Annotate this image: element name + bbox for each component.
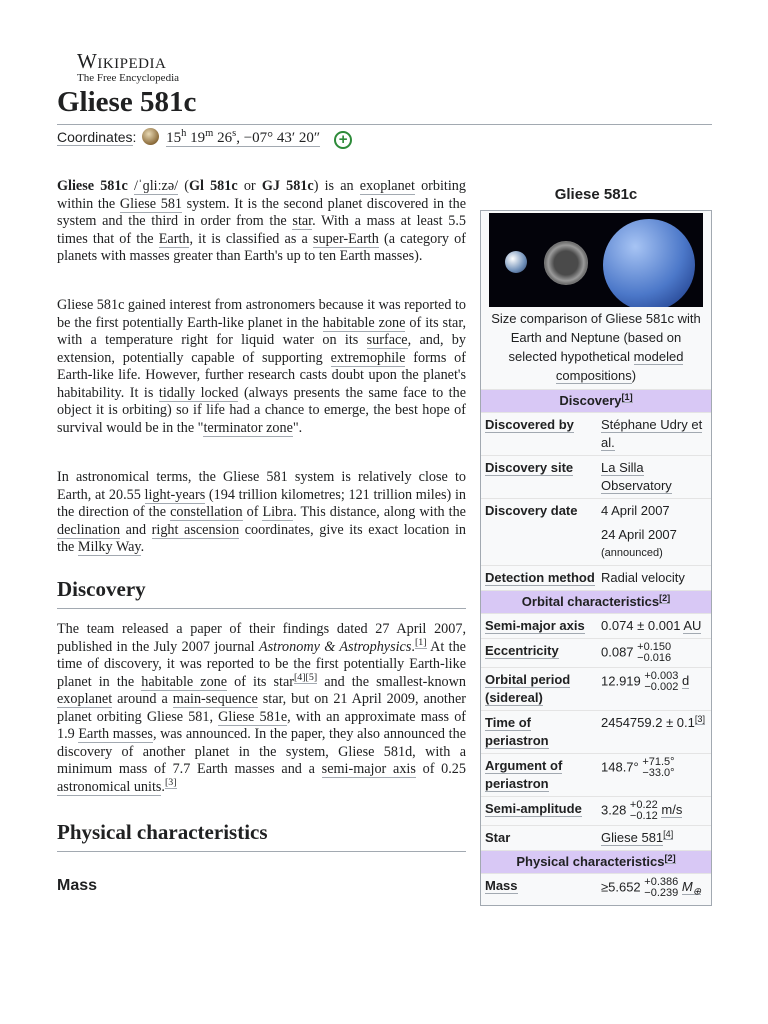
add-coordinates-icon[interactable]: +: [334, 131, 352, 149]
logo-wordmark: Wikipedia: [77, 49, 167, 73]
link-tidally-locked[interactable]: tidally locked: [158, 384, 239, 401]
link-surface[interactable]: surface: [366, 332, 408, 348]
value-time-of-periastron: 2454759.2 ± 0.1: [601, 715, 695, 730]
label-detection-method[interactable]: Detection method: [485, 570, 595, 585]
size-comparison-image[interactable]: [489, 211, 703, 307]
globe-icon[interactable]: [142, 128, 159, 145]
unit-days[interactable]: d: [681, 673, 690, 689]
mass-minus: −0.239: [644, 887, 679, 899]
infobox: [480, 210, 712, 906]
ecc-minus: −0.016: [637, 652, 672, 664]
value-date-2-note: (announced): [601, 547, 663, 559]
ipa-link[interactable]: /ˈɡliːzə/: [133, 178, 179, 194]
value-date-1: 4 April 2007: [601, 503, 670, 518]
value-eccentricity: 0.087: [601, 644, 638, 660]
link-light-years[interactable]: light-years: [144, 486, 206, 503]
value-semi-amplitude: 3.28: [601, 802, 630, 818]
amp-minus: −0.12: [629, 810, 658, 822]
row-detection-method: [481, 565, 711, 590]
lead-bold-name: Gliese 581c: [57, 178, 128, 194]
ra-seconds: 26: [217, 130, 233, 146]
link-astronomical-units[interactable]: astronomical units: [57, 778, 162, 795]
wikipedia-logo[interactable]: [77, 50, 207, 84]
value-detection-method: Radial velocity: [601, 570, 685, 585]
infobox-header-orbital: Orbital characteristics[2]: [481, 590, 711, 613]
link-terminator-zone[interactable]: terminator zone: [203, 419, 293, 436]
section-heading-discovery: Discovery: [57, 575, 466, 609]
intro-paragraph-2: Gliese 581c gained interest from astronomers because it was reported to be the first potentially Earth-like planet in the habitable zone of its star, with a temperature right for liquid water on its surface, and, by extension, potentially capable of supporting extremophile forms of Earth-like life. However, further research casts doubt upon the planet's habitability. It is tidally locked (always presents the same face to the object it is orbiting) so if life had a chance to emerge, the best hope of survival would be in the "terminator zone".: [57, 297, 467, 436]
link-main-sequence[interactable]: main-sequence: [172, 691, 258, 707]
value-discovery-site[interactable]: La Silla Observatory: [601, 460, 672, 493]
unit-au[interactable]: AU: [683, 618, 702, 633]
label-eccentricity[interactable]: Eccentricity: [485, 643, 559, 658]
label-discovery-date: Discovery date: [485, 503, 578, 518]
alt-name-gl: Gl 581c: [188, 178, 238, 194]
row-semi-amplitude: [481, 796, 711, 825]
infobox-header-physical: Physical characteristics[2]: [481, 850, 711, 873]
ra-hours: 15: [166, 130, 182, 146]
ref-orbital[interactable]: [2]: [659, 592, 671, 603]
mass-plus: +0.386: [644, 876, 679, 888]
value-orbital-period: 12.919: [601, 673, 645, 689]
link-earth[interactable]: Earth: [158, 230, 190, 247]
value-discovered-by[interactable]: Stéphane Udry et al.: [601, 417, 703, 450]
earth-image: [505, 251, 527, 273]
infobox-header-discovery: Discovery[1]: [481, 389, 711, 412]
row-time-of-periastron: [481, 710, 711, 753]
infobox-title: Gliese 581c: [554, 186, 638, 203]
row-discovered-by: [481, 412, 711, 455]
link-libra[interactable]: Libra: [262, 504, 294, 520]
coordinates-sep: :: [132, 129, 137, 145]
ecc-plus: +0.150: [637, 641, 672, 653]
coordinates: [57, 126, 352, 149]
section-heading-physical: Physical characteristics: [57, 818, 466, 852]
declination-value: , −07° 43′ 20″: [236, 130, 321, 146]
link-super-earth[interactable]: super-Earth: [312, 230, 379, 247]
value-argument: 148.7°: [601, 759, 643, 775]
link-gliese-581e[interactable]: Gliese 581e: [218, 708, 288, 725]
row-star: [481, 825, 711, 850]
value-semi-major-axis: 0.074 ± 0.001: [601, 618, 684, 633]
link-milky-way[interactable]: Milky Way: [77, 539, 141, 555]
ref-discovery[interactable]: [1]: [621, 391, 633, 402]
link-right-ascension[interactable]: right ascension: [151, 521, 240, 538]
label-argument-of-periastron[interactable]: Argument of periastron: [485, 758, 563, 791]
journal-name: Astronomy & Astrophysics: [258, 638, 412, 655]
period-plus: +0.003: [644, 670, 679, 682]
page-title: Gliese 581c: [57, 86, 197, 118]
label-semi-major-axis[interactable]: Semi-major axis: [485, 618, 585, 633]
link-constellation[interactable]: constellation: [170, 504, 243, 520]
coordinates-label[interactable]: Coordinates: [57, 129, 133, 145]
neptune-image: [603, 219, 695, 307]
gliese-581c-image: [544, 241, 588, 285]
coordinates-value[interactable]: [166, 130, 320, 147]
arg-minus: −33.0°: [642, 767, 675, 779]
label-discovered-by[interactable]: Discovered by: [485, 417, 574, 432]
row-discovery-site: [481, 455, 711, 498]
label-time-of-periastron[interactable]: Time of periastron: [485, 715, 549, 748]
ref-physical[interactable]: [2]: [664, 852, 676, 863]
link-exoplanet-2[interactable]: exoplanet: [57, 691, 113, 707]
amp-plus: +0.22: [629, 799, 658, 811]
unit-mps[interactable]: m/s: [661, 802, 683, 818]
value-date-2: 24 April 2007: [601, 527, 677, 542]
value-mass: ≥5.652: [601, 879, 645, 895]
intro-paragraph-3: In astronomical terms, the Gliese 581 system is relatively close to Earth, at 20.55 light-years (194 trillion kilometres; 121 trillion miles) in the direction of the constellation of Libra. This distance, along with the declination and right ascension coordinates, give its exact location in the Milky Way.: [57, 469, 466, 555]
intro-paragraph-1: Gliese 581c /ˈɡliːzə/ (Gl 581c or GJ 581c) is an exoplanet orbiting within the Gliese 581 system. It is the second planet discovered in the system and the third in order from the star. With a mass at least 5.5 times that of the Earth, it is classified as a super-Earth (a category of planets with masses greater than Earth's up to ten Earth masses).: [57, 178, 466, 264]
ra-minutes: 19: [190, 130, 206, 146]
link-gliese-581[interactable]: Gliese 581: [119, 195, 183, 212]
period-minus: −0.002: [644, 681, 679, 693]
discovery-paragraph: The team released a paper of their findings dated 27 April 2007, published in the July 2007 journal Astronomy & Astrophysics.[1] At the time of discovery, it was reported to be the first potentially Earth-like planet in the habitable zone of its star[4][5] and the smallest-known exoplanet around a main-sequence star, but on 21 April 2009, another planet orbiting Gliese 581, Gliese 581e, with an approximate mass of 1.9 Earth masses, was announced. In the paper, they also announced the discovery of another planet in the system, Gliese 581d, with a minimum mass of 7.7 Earth masses and a semi-major axis of 0.25 astronomical units.[3]: [57, 621, 467, 795]
logo-tagline: The Free Encyclopedia: [77, 72, 180, 84]
unit-earth-mass[interactable]: $M_\oplus$: [681, 879, 702, 899]
arg-plus: +71.5°: [642, 756, 675, 768]
ref-3[interactable]: [3]: [164, 776, 177, 788]
link-exoplanet[interactable]: exoplanet: [359, 178, 415, 194]
row-orbital-period: [481, 667, 711, 710]
subsection-heading-mass: Mass: [57, 877, 98, 894]
link-extremophile[interactable]: extremophile: [330, 349, 406, 366]
label-discovery-site[interactable]: Discovery site: [485, 460, 574, 475]
ra-seconds-unit: s: [232, 128, 237, 139]
label-semi-amplitude[interactable]: Semi-amplitude: [485, 801, 582, 816]
label-orbital-period[interactable]: Orbital period (sidereal): [485, 672, 571, 705]
ref-1[interactable]: [1]: [414, 636, 427, 648]
link-habitable-zone[interactable]: habitable zone: [322, 314, 406, 331]
link-earth-masses[interactable]: Earth masses: [78, 726, 153, 742]
image-caption: Size comparison of Gliese 581c with Earth and Neptune (based on selected hypothetical modeled compositions): [491, 311, 701, 383]
link-habitable-zone-2[interactable]: habitable zone: [141, 673, 228, 690]
label-mass[interactable]: Mass: [485, 878, 518, 893]
link-star[interactable]: star: [292, 213, 313, 229]
ra-hours-unit: h: [181, 128, 187, 139]
link-declination[interactable]: declination: [57, 521, 121, 538]
ref-4-5[interactable]: [4][5]: [293, 671, 318, 683]
row-discovery-date: [481, 498, 711, 565]
ref-star[interactable]: [4]: [663, 828, 674, 839]
alt-name-gj: GJ 581c: [261, 178, 314, 194]
row-semi-major-axis: [481, 613, 711, 638]
row-mass: [481, 873, 711, 905]
ra-minutes-unit: m: [205, 128, 214, 139]
label-star: Star: [485, 830, 511, 845]
link-semi-major-axis[interactable]: semi-major axis: [321, 761, 416, 777]
link-modeled-compositions[interactable]: modeled compositions: [555, 349, 684, 383]
ref-tp[interactable]: [3]: [694, 713, 706, 724]
row-eccentricity: [481, 638, 711, 667]
title-divider: [57, 124, 712, 125]
value-star[interactable]: Gliese 581: [601, 830, 664, 845]
row-argument-of-periastron: [481, 753, 711, 796]
